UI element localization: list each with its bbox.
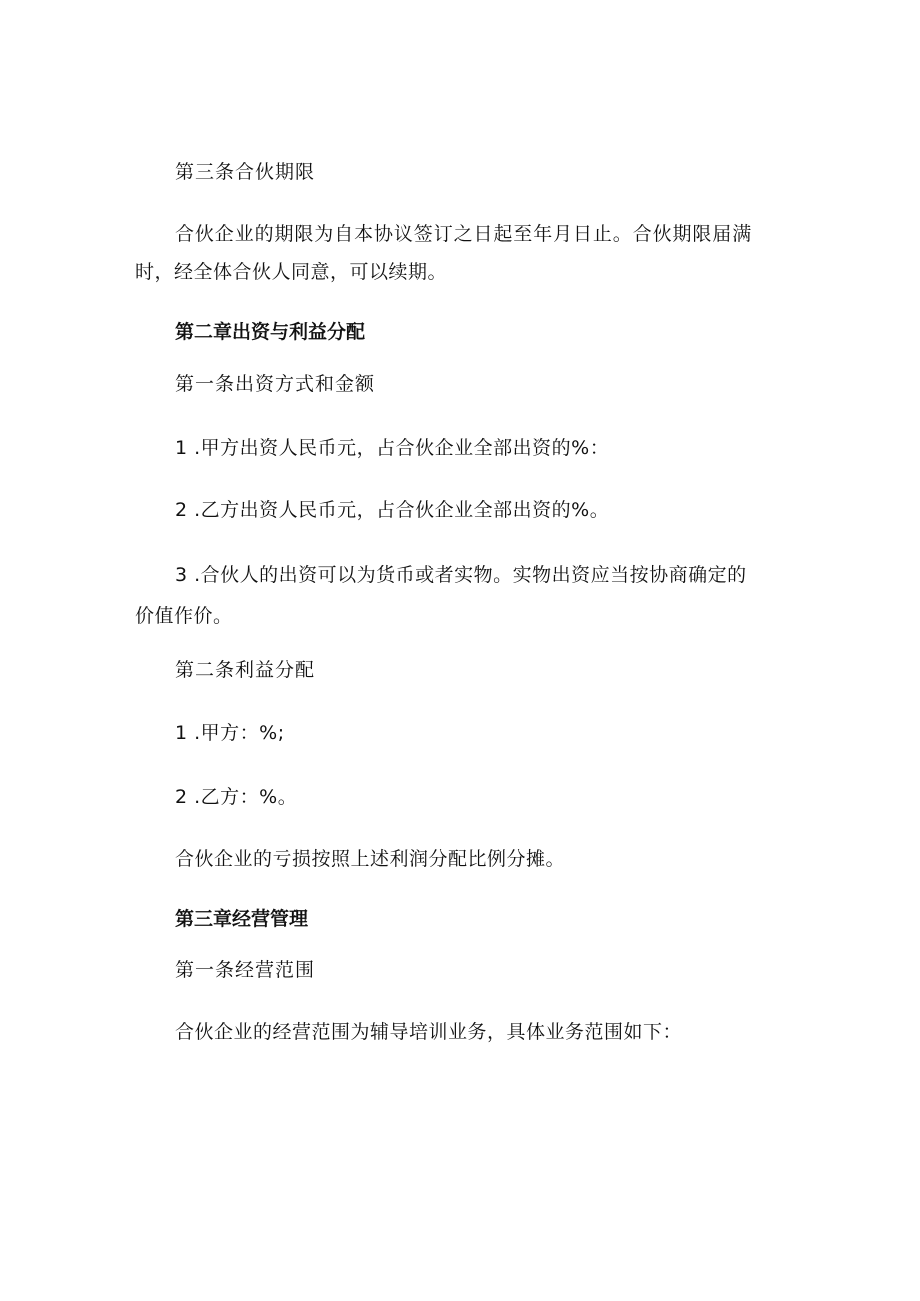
chapter-heading-capital: 第二章出资与利益分配 [175,321,366,343]
article-heading-term: 第三条合伙期限 [175,161,316,183]
list-item-contribution-form-line-2: 价值作价。 [135,605,233,627]
list-item-party-a-contribution: 1 .甲方出资人民币元，占合伙企业全部出资的%： [175,437,610,459]
list-item-party-b-contribution: 2 .乙方出资人民币元，占合伙企业全部出资的%。 [175,499,610,521]
list-item-party-a-share: 1 .甲方：%; [175,722,285,744]
chapter-heading-management: 第三章经营管理 [175,908,309,930]
paragraph-business-scope: 合伙企业的经营范围为辅导培训业务，具体业务范围如下： [175,1021,683,1043]
list-item-contribution-form-line-1: 3 .合伙人的出资可以为货币或者实物。实物出资应当按协商确定的 [175,564,747,586]
paragraph-loss-sharing: 合伙企业的亏损按照上述利润分配比例分摊。 [175,848,566,870]
article-heading-profit: 第二条利益分配 [175,659,316,681]
list-item-party-b-share: 2 .乙方：%。 [175,786,298,808]
article-heading-contribution: 第一条出资方式和金额 [175,373,376,395]
paragraph-term-line-1: 合伙企业的期限为自本协议签订之日起至年月日止。合伙期限届满 [175,223,753,245]
paragraph-term-line-2: 时，经全体合伙人同意，可以续期。 [135,261,448,283]
article-heading-scope: 第一条经营范围 [175,959,316,981]
